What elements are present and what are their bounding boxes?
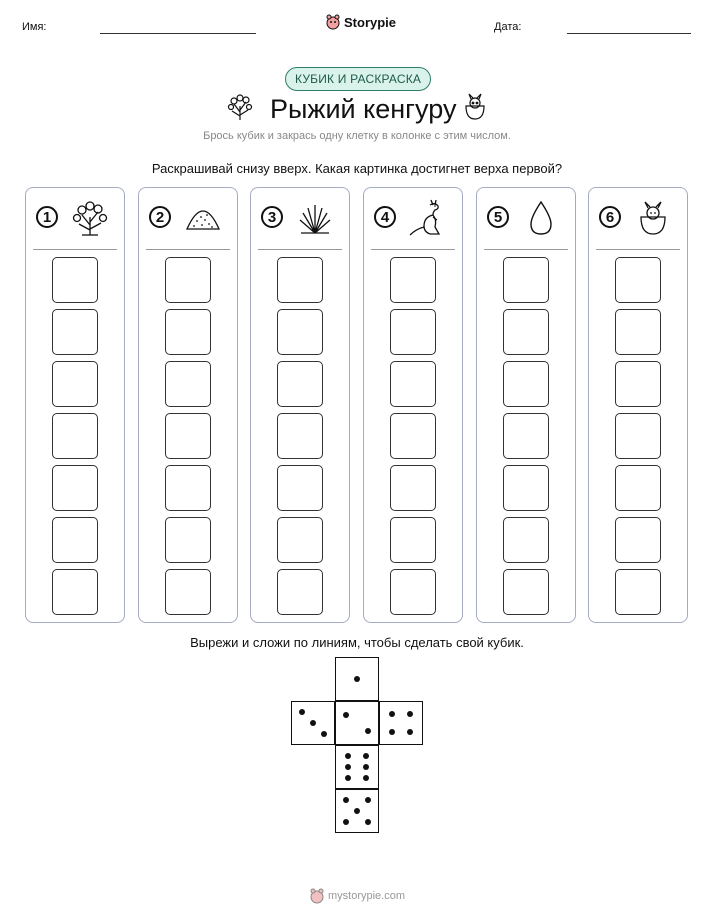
color-cell[interactable]: [390, 309, 436, 355]
color-cell[interactable]: [277, 569, 323, 615]
cube-instruction: Вырежи и сложи по линиям, чтобы сделать свой кубик.: [190, 635, 524, 650]
color-cell[interactable]: [52, 361, 98, 407]
pip: [310, 720, 316, 726]
color-cell[interactable]: [277, 465, 323, 511]
color-cell[interactable]: [503, 569, 549, 615]
cube-face-6: [335, 745, 379, 789]
color-cell[interactable]: [52, 309, 98, 355]
color-cell[interactable]: [52, 413, 98, 459]
cube-face-2: [335, 701, 379, 745]
column-3: [250, 187, 350, 623]
column-number: 5: [487, 206, 509, 228]
color-cell[interactable]: [52, 517, 98, 563]
color-cell[interactable]: [165, 361, 211, 407]
color-cell[interactable]: [615, 257, 661, 303]
kangaroo-icon: [408, 199, 448, 237]
column-2: [138, 187, 238, 623]
color-cell[interactable]: [615, 569, 661, 615]
cube-face-5: [335, 789, 379, 833]
bush-icon: [225, 92, 255, 122]
color-cell[interactable]: [503, 361, 549, 407]
color-cell[interactable]: [390, 257, 436, 303]
color-cell[interactable]: [52, 257, 98, 303]
column-number: 1: [36, 206, 58, 228]
column-number: 6: [599, 206, 621, 228]
pip: [365, 797, 371, 803]
color-cell[interactable]: [390, 517, 436, 563]
color-cell[interactable]: [390, 361, 436, 407]
pip: [389, 711, 395, 717]
pip: [345, 753, 351, 759]
page-title: Рыжий кенгуру: [270, 94, 457, 124]
color-cell[interactable]: [52, 569, 98, 615]
footer-url[interactable]: mystorypie.com: [328, 890, 406, 902]
color-cell[interactable]: [503, 517, 549, 563]
column-divider: [33, 249, 117, 250]
color-cell[interactable]: [165, 257, 211, 303]
sand-pile-icon: [183, 199, 223, 237]
color-cell[interactable]: [615, 413, 661, 459]
brand-name: Storypie: [344, 14, 397, 30]
pip: [345, 764, 351, 770]
color-cell[interactable]: [165, 569, 211, 615]
kangaroo-pouch-icon: [633, 199, 673, 237]
storypie-mascot-icon: [326, 14, 340, 30]
color-cell[interactable]: [615, 517, 661, 563]
pip: [407, 711, 413, 717]
column-6: [588, 187, 688, 623]
color-cell[interactable]: [165, 465, 211, 511]
pip: [299, 709, 305, 715]
pip: [354, 676, 360, 682]
pip: [363, 753, 369, 759]
column-divider: [596, 249, 680, 250]
color-cell[interactable]: [277, 517, 323, 563]
color-cell[interactable]: [277, 413, 323, 459]
color-cell[interactable]: [503, 413, 549, 459]
bush-icon: [70, 199, 110, 237]
color-cell[interactable]: [277, 309, 323, 355]
cube-face-4: [379, 701, 423, 745]
color-cell[interactable]: [165, 309, 211, 355]
pip: [365, 819, 371, 825]
column-number: 2: [149, 206, 171, 228]
color-cell[interactable]: [390, 413, 436, 459]
color-cell[interactable]: [277, 361, 323, 407]
color-cell[interactable]: [503, 257, 549, 303]
pip: [407, 729, 413, 735]
column-divider: [484, 249, 568, 250]
column-5: [476, 187, 576, 623]
color-cell[interactable]: [390, 569, 436, 615]
color-cell[interactable]: [503, 465, 549, 511]
instruction-text: Раскрашивай снизу вверх. Какая картинка достигнет верха первой?: [151, 161, 563, 176]
pip: [343, 819, 349, 825]
pip: [321, 731, 327, 737]
pip: [343, 712, 349, 718]
color-cell[interactable]: [615, 309, 661, 355]
cube-face-3: [291, 701, 335, 745]
grass-icon: [295, 199, 335, 237]
activity-badge: КУБИК И РАСКРАСКА: [285, 67, 431, 91]
cube-face-1: [335, 657, 379, 701]
color-cell[interactable]: [615, 361, 661, 407]
column-divider: [146, 249, 230, 250]
pip: [345, 775, 351, 781]
pip: [354, 808, 360, 814]
brand-logo: [326, 14, 396, 30]
name-label: Имя:: [22, 21, 47, 33]
color-cell[interactable]: [165, 517, 211, 563]
footer: [310, 888, 405, 904]
color-cell[interactable]: [503, 309, 549, 355]
pip: [343, 797, 349, 803]
water-drop-icon: [521, 199, 561, 237]
date-label: Дата:: [494, 21, 522, 33]
column-divider: [258, 249, 342, 250]
storypie-mascot-icon: [310, 888, 324, 904]
color-cell[interactable]: [277, 257, 323, 303]
pip: [389, 729, 395, 735]
column-number: 4: [374, 206, 396, 228]
name-line[interactable]: [100, 33, 256, 34]
color-cell[interactable]: [615, 465, 661, 511]
pip: [363, 775, 369, 781]
column-divider: [371, 249, 455, 250]
color-cell[interactable]: [52, 465, 98, 511]
pip: [363, 764, 369, 770]
pip: [365, 728, 371, 734]
color-cell[interactable]: [390, 465, 436, 511]
column-number: 3: [261, 206, 283, 228]
color-cell[interactable]: [165, 413, 211, 459]
column-1: [25, 187, 125, 623]
page-subtitle: Брось кубик и закрась одну клетку в колонке с этим числом.: [203, 130, 511, 142]
column-4: [363, 187, 463, 623]
kangaroo-pouch-icon: [460, 92, 490, 122]
date-line[interactable]: [567, 33, 691, 34]
